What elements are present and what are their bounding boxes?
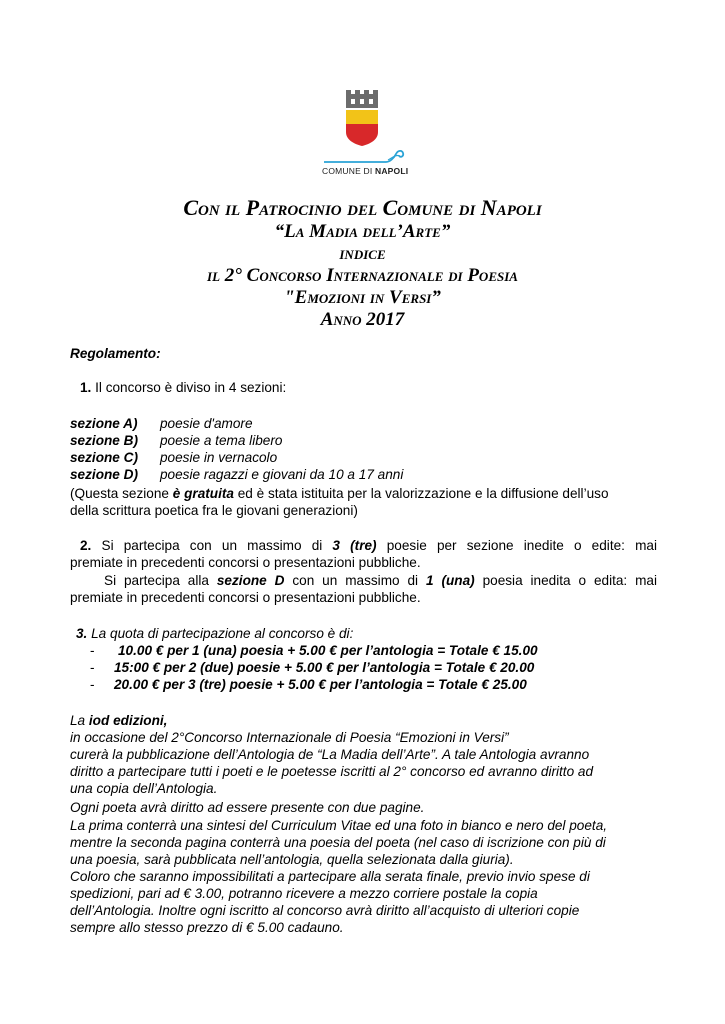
publisher-line: una copia dell’Antologia. bbox=[70, 781, 218, 796]
publisher-line: La prima conterrà una sintesi del Curriculum Vitae ed una foto in bianco e nero del poeta, bbox=[70, 818, 608, 833]
publisher-line: diritto a partecipare tutti i poeti e le poetesse iscritti al 2° concorso ed avranno diritto ad bbox=[70, 764, 594, 779]
publisher-line: dell’Antologia. Inoltre ogni iscritto al concorso avrà diritto all’acquisto di ulteriori copie bbox=[70, 903, 580, 918]
publisher-line: Ogni poeta avrà diritto ad essere presente con due pagine. bbox=[70, 800, 425, 815]
header-indice: indice bbox=[339, 243, 386, 264]
rule-2-line2: premiate in precedenti concorsi o presentazioni pubbliche. bbox=[70, 555, 421, 570]
section-d-note-line2: della scrittura poetica fra le giovani generazioni) bbox=[70, 503, 358, 518]
publisher-line: sempre allo stesso prezzo di € 5.00 cadauno. bbox=[70, 920, 344, 935]
publisher-intro: La iod edizioni, bbox=[70, 713, 168, 728]
header-organizer: “La Madia dell’Arte” bbox=[274, 221, 451, 242]
section-b: sezione B) poesie a tema libero bbox=[70, 433, 283, 448]
tower-crown bbox=[346, 90, 378, 108]
rules-title: Regolamento: bbox=[70, 346, 161, 361]
header-patronage: Con il Patrocinio del Comune di Napoli bbox=[183, 195, 542, 220]
publisher-line: una poesia, sarà pubblicata nell’antologia, quella selezionata dalla giuria). bbox=[70, 852, 514, 867]
rule-3: 3. La quota di partecipazione al concorso è di: bbox=[76, 626, 354, 641]
shield-red bbox=[346, 124, 378, 146]
publisher-line: mentre la seconda pagina conterrà una poesia del poeta (nel caso di iscrizione con più di bbox=[70, 835, 606, 850]
section-d: sezione D) poesie ragazzi e giovani da 10 a 17 anni bbox=[70, 467, 404, 482]
header-contest-name: "Emozioni in Versi” bbox=[284, 287, 441, 308]
fee-3: - 20.00 € per 3 (tre) poesie + 5.00 € per l’antologia = Totale € 25.00 bbox=[90, 677, 527, 692]
header-year: Anno 2017 bbox=[320, 309, 405, 330]
logo-caption: COMUNE DI NAPOLI bbox=[322, 166, 409, 176]
section-d-note: (Questa sezione è gratuita ed è stata istituita per la valorizzazione e la diffusione dell’uso bbox=[70, 486, 609, 501]
fee-2: - 15:00 € per 2 (due) poesie + 5.00 € per l’antologia = Totale € 20.00 bbox=[90, 660, 535, 675]
wave-line bbox=[324, 151, 403, 162]
comune-di-napoli-logo bbox=[316, 86, 408, 178]
shield-gold bbox=[346, 110, 378, 124]
publisher-line: spedizioni, pari ad € 3.00, potranno ricevere a mezzo corriere postale la copia bbox=[70, 886, 538, 901]
section-c: sezione C) poesie in vernacolo bbox=[70, 450, 278, 465]
fee-1: - 10.00 € per 1 (una) poesia + 5.00 € per l’antologia = Totale € 15.00 bbox=[90, 643, 538, 658]
rule-1: 1. Il concorso è diviso in 4 sezioni: bbox=[80, 380, 287, 395]
rule-2-section-d-line2: premiate in precedenti concorsi o presentazioni pubbliche. bbox=[70, 590, 421, 605]
rule-2: 2. Si partecipa con un massimo di 3 (tre) poesie per sezione inedite o edite: mai bbox=[80, 538, 657, 553]
publisher-line: in occasione del 2°Concorso Internazionale di Poesia “Emozioni in Versi” bbox=[70, 730, 509, 745]
publisher-line: Coloro che saranno impossibilitati a partecipare alla serata finale, previo invio spese di bbox=[70, 869, 590, 884]
header-contest: il 2° Concorso Internazionale di Poesia bbox=[207, 265, 518, 286]
rule-2-section-d: Si partecipa alla sezione D con un massimo di 1 (una) poesia inedita o edita: mai bbox=[104, 573, 658, 588]
publisher-line: curerà la pubblicazione dell’Antologia de “La Madia dell’Arte”. A tale Antologia avranno bbox=[70, 747, 590, 762]
section-a: sezione A) poesie d'amore bbox=[70, 416, 253, 431]
